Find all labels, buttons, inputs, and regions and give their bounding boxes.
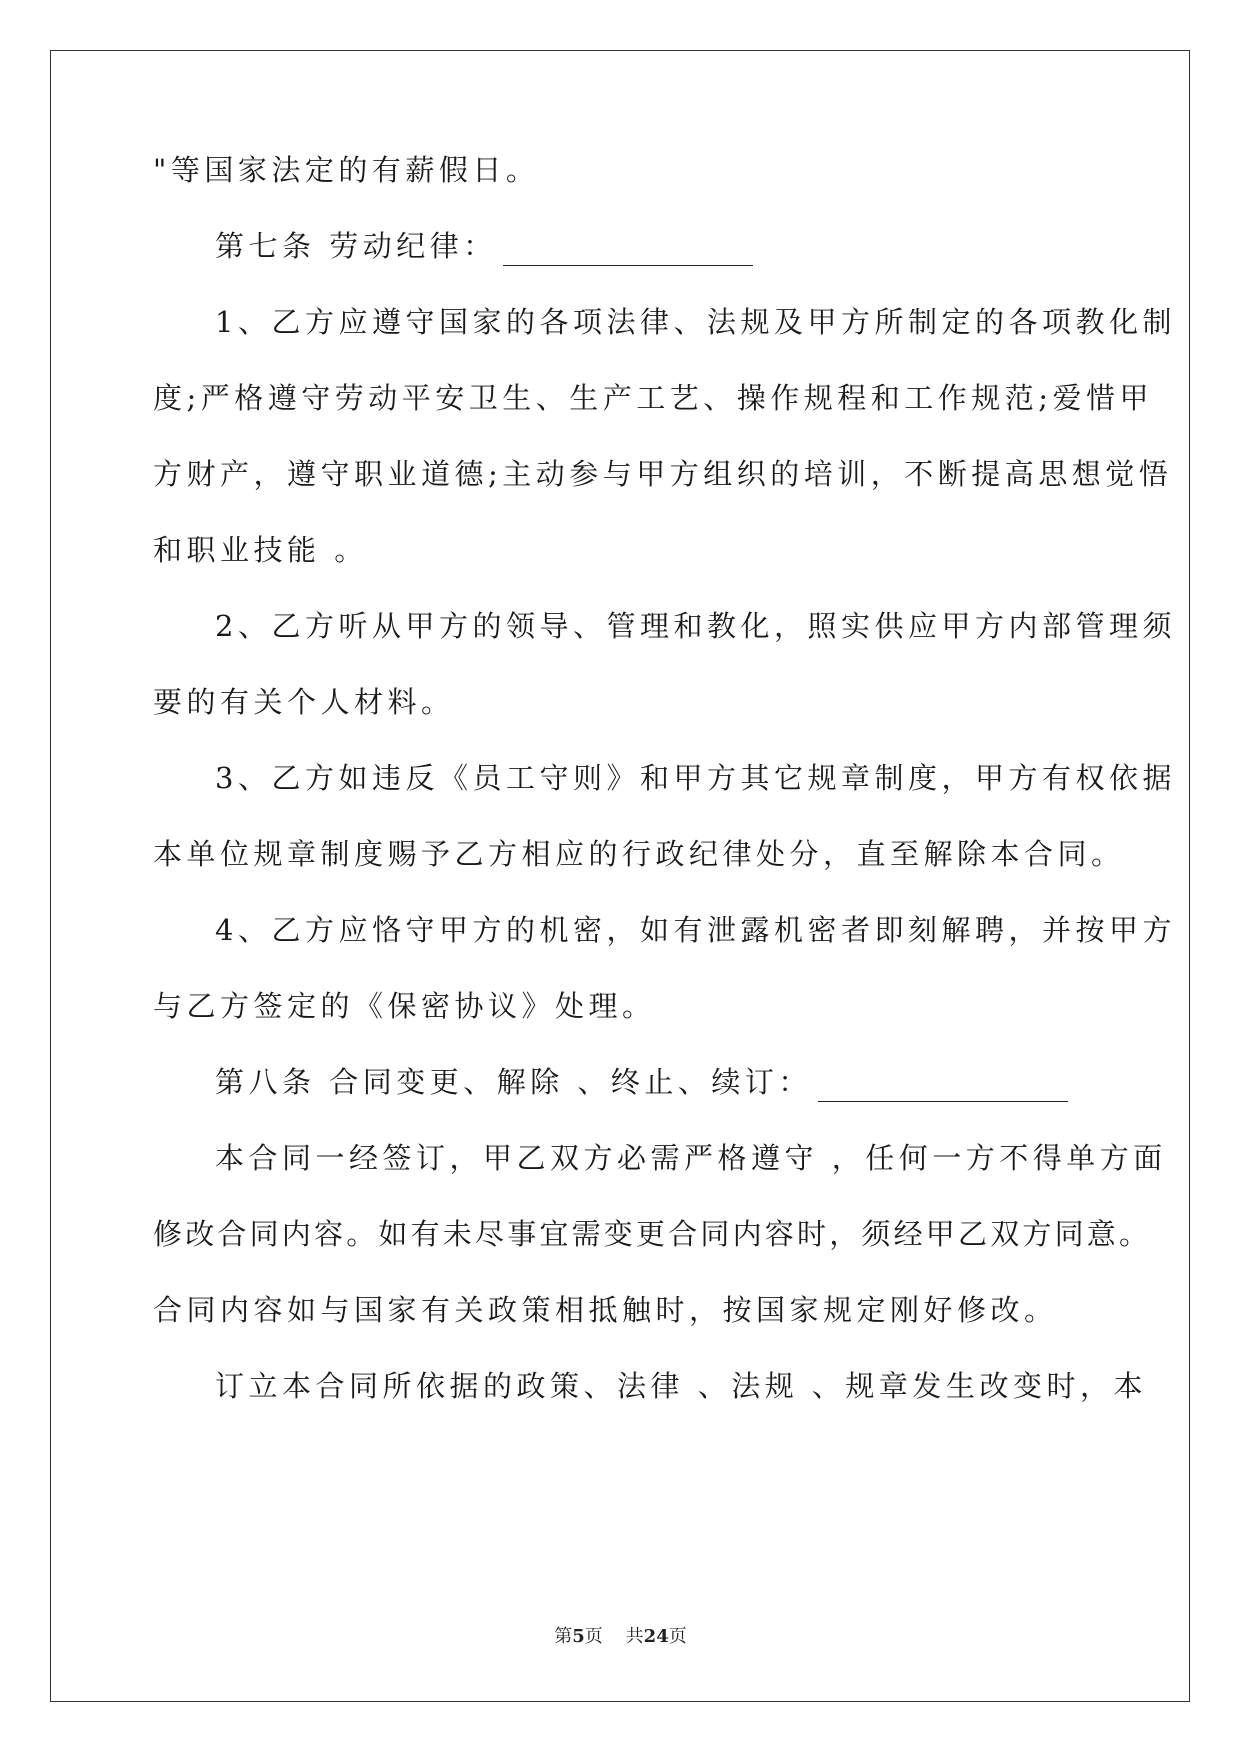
paragraph-line: 订立本合同所依据的政策、法律 、法规 、规章发生改变时，本 <box>215 1369 1147 1403</box>
paragraph-line: 本单位规章制度赐予乙方相应的行政纪律处分，直至解除本合同。 <box>153 837 1125 871</box>
paragraph-line: 2、乙方听从甲方的领导、管理和教化，照实供应甲方内部管理须 <box>215 609 1176 643</box>
paragraph-line: 3、乙方如违反《员工守则》和甲方其它规章制度，甲方有权依据 <box>215 761 1176 795</box>
paragraph-line: 和职业技能 。 <box>153 533 368 567</box>
paragraph-line: 与乙方签定的《保密协议》处理。 <box>153 989 656 1023</box>
page-footer <box>0 1622 1241 1648</box>
paragraph-line: 4、乙方应恪守甲方的机密，如有泄露机密者即刻解聘，并按甲方 <box>215 913 1176 947</box>
fill-in-blank[interactable] <box>818 1071 1068 1102</box>
total-suffix: 页 <box>668 1626 687 1647</box>
current-page-number: 5 <box>572 1626 585 1647</box>
article-heading-text: 第七条 劳动纪律： <box>215 229 497 263</box>
total-page-count: 24 <box>643 1626 669 1647</box>
fill-in-blank[interactable] <box>503 235 753 266</box>
paragraph-line: 度;严格遵守劳动平安卫生、生产工艺、操作规程和工作规范;爱惜甲 <box>153 381 1154 415</box>
paragraph-line: 合同内容如与国家有关政策相抵触时，按国家规定刚好修改。 <box>153 1293 1058 1327</box>
paragraph-line: 本合同一经签订，甲乙双方必需严格遵守 ，任何一方不得单方面 <box>215 1141 1167 1175</box>
page-frame <box>50 50 1190 1702</box>
paragraph-line: 1、乙方应遵守国家的各项法律、法规及甲方所制定的各项教化制 <box>215 305 1176 339</box>
article-seven-heading <box>215 226 753 266</box>
paragraph-line: 要的有关个人材料。 <box>153 685 455 719</box>
paragraph-line: "等国家法定的有薪假日。 <box>153 153 540 187</box>
total-prefix: 共 <box>625 1626 644 1647</box>
page-suffix: 页 <box>584 1626 603 1647</box>
paragraph-line: 修改合同内容。如有未尽事宜需变更合同内容时，须经甲乙双方同意。 <box>153 1217 1152 1251</box>
article-heading-text: 第八条 合同变更、解除 、终止、续订： <box>215 1065 812 1099</box>
paragraph-line: 方财产，遵守职业道德;主动参与甲方组织的培训，不断提高思想觉悟 <box>153 457 1173 491</box>
article-eight-heading <box>215 1062 1068 1102</box>
page-prefix: 第 <box>554 1626 573 1647</box>
